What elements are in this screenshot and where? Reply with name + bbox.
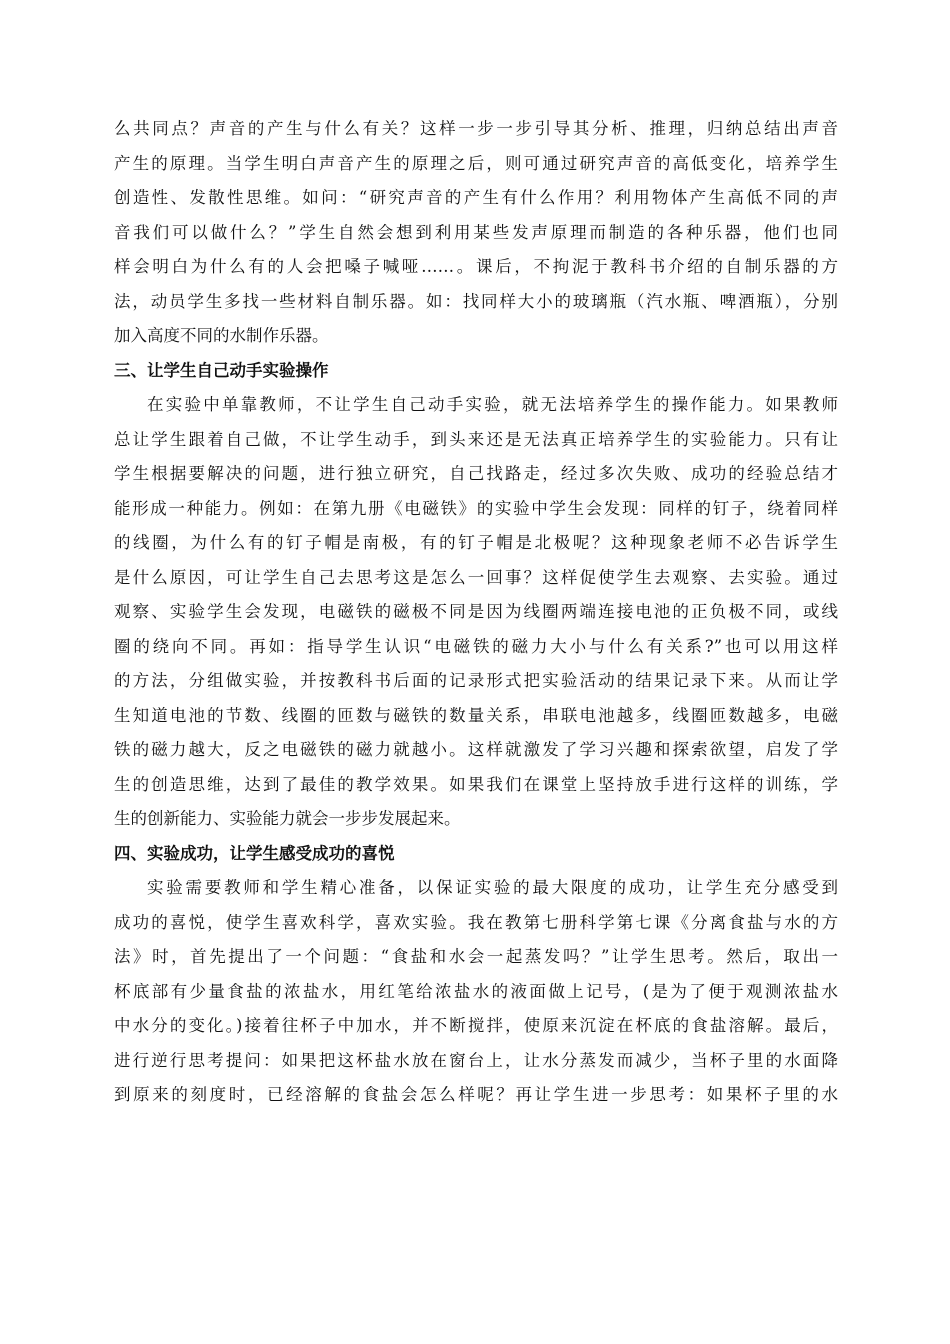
text-line: 生的创造思维，达到了最佳的教学效果。如果我们在课堂上坚持放手进行这样的训练，学 — [114, 774, 838, 794]
text-line: 产生的原理。当学生明白声音产生的原理之后，则可通过研究声音的高低变化，培养学生 — [114, 153, 838, 173]
text-line: 杯底部有少量食盐的浓盐水，用红笔给浓盐水的液面做上记号，(是为了便于观测浓盐水 — [114, 981, 838, 1001]
text-line: 生知道电池的节数、线圈的匝数与磁铁的数量关系，串联电池越多，线圈匝数越多，电磁 — [114, 705, 838, 725]
text-line: 成功的喜悦，使学生喜欢科学，喜欢实验。我在教第七册科学第七课《分离食盐与水的方 — [114, 912, 838, 932]
text-line: 样会明白为什么有的人会把嗓子喊哑……。课后，不拘泥于教科书介绍的自制乐器的方 — [114, 257, 838, 276]
text-line: 法》时，首先提出了一个问题：“食盐和水会一起蒸发吗？”让学生思考。然后，取出一 — [114, 947, 838, 966]
section-4-paragraph — [114, 871, 838, 1113]
text-line: 能形成一种能力。例如：在第九册《电磁铁》的实验中学生会发现：同样的钉子，绕着同样 — [114, 498, 838, 518]
text-line: 的方法，分组做实验，并按教科书后面的记录形式把实验活动的结果记录下来。从而让学 — [114, 671, 838, 690]
text-line: 加入高度不同的水制作乐器。 — [114, 326, 329, 345]
text-line: 生的创新能力、实验能力就会一步步发展起来。 — [114, 809, 461, 828]
text-line: 音我们可以做什么？”学生自然会想到利用某些发声原理而制造的各种乐器，他们也同 — [114, 222, 838, 242]
section-heading-3: 三、让学生自己动手实验操作 — [114, 360, 329, 380]
document-page — [114, 112, 838, 1113]
text-line: 法，动员学生多找一些材料自制乐器。如：找同样大小的玻璃瓶（汽水瓶、啤酒瓶），分别 — [114, 291, 838, 311]
text-line: 学生根据要解决的问题，进行独立研究，自己找路走，经过多次失败、成功的经验总结才 — [114, 464, 838, 483]
text-line: 么共同点？声音的产生与什么有关？这样一步一步引导其分析、推理，归纳总结出声音 — [114, 119, 838, 138]
text-line: 在实验中单靠教师，不让学生自己动手实验，就无法培养学生的操作能力。如果教师 — [147, 395, 838, 414]
paragraph-continuation — [114, 112, 838, 354]
section-3-paragraph — [114, 388, 838, 837]
text-line: 圈的绕向不同。再如：指导学生认识“电磁铁的磁力大小与什么有关系?”也可以用这样 — [114, 636, 838, 656]
section-heading-4: 四、实验成功，让学生感受成功的喜悦 — [114, 843, 395, 863]
text-line: 总让学生跟着自己做，不让学生动手，到头来还是无法真正培养学生的实验能力。只有让 — [114, 429, 838, 449]
text-line: 到原来的刻度时，已经溶解的食盐会怎么样呢？再让学生进一步思考：如果杯子里的水 — [114, 1085, 838, 1104]
text-line: 铁的磁力越大，反之电磁铁的磁力就越小。这样就激发了学习兴趣和探索欲望，启发了学 — [114, 740, 838, 759]
text-line: 创造性、发散性思维。如问：“研究声音的产生有什么作用？利用物体产生高低不同的声 — [114, 188, 838, 207]
text-line: 中水分的变化。)接着往杯子中加水，并不断搅拌，使原来沉淀在杯底的食盐溶解。最后， — [114, 1016, 838, 1035]
text-line: 实验需要教师和学生精心准备，以保证实验的最大限度的成功，让学生充分感受到 — [147, 878, 838, 897]
text-line: 进行逆行思考提问：如果把这杯盐水放在窗台上，让水分蒸发而减少，当杯子里的水面降 — [114, 1050, 838, 1070]
text-line: 是什么原因，可让学生自己去思考这是怎么一回事？这样促使学生去观察、去实验。通过 — [114, 567, 838, 587]
text-line: 观察、实验学生会发现，电磁铁的磁极不同是因为线圈两端连接电池的正负极不同，或线 — [114, 602, 838, 621]
text-line: 的线圈，为什么有的钉子帽是南极，有的钉子帽是北极呢？这种现象老师不必告诉学生 — [114, 533, 838, 552]
